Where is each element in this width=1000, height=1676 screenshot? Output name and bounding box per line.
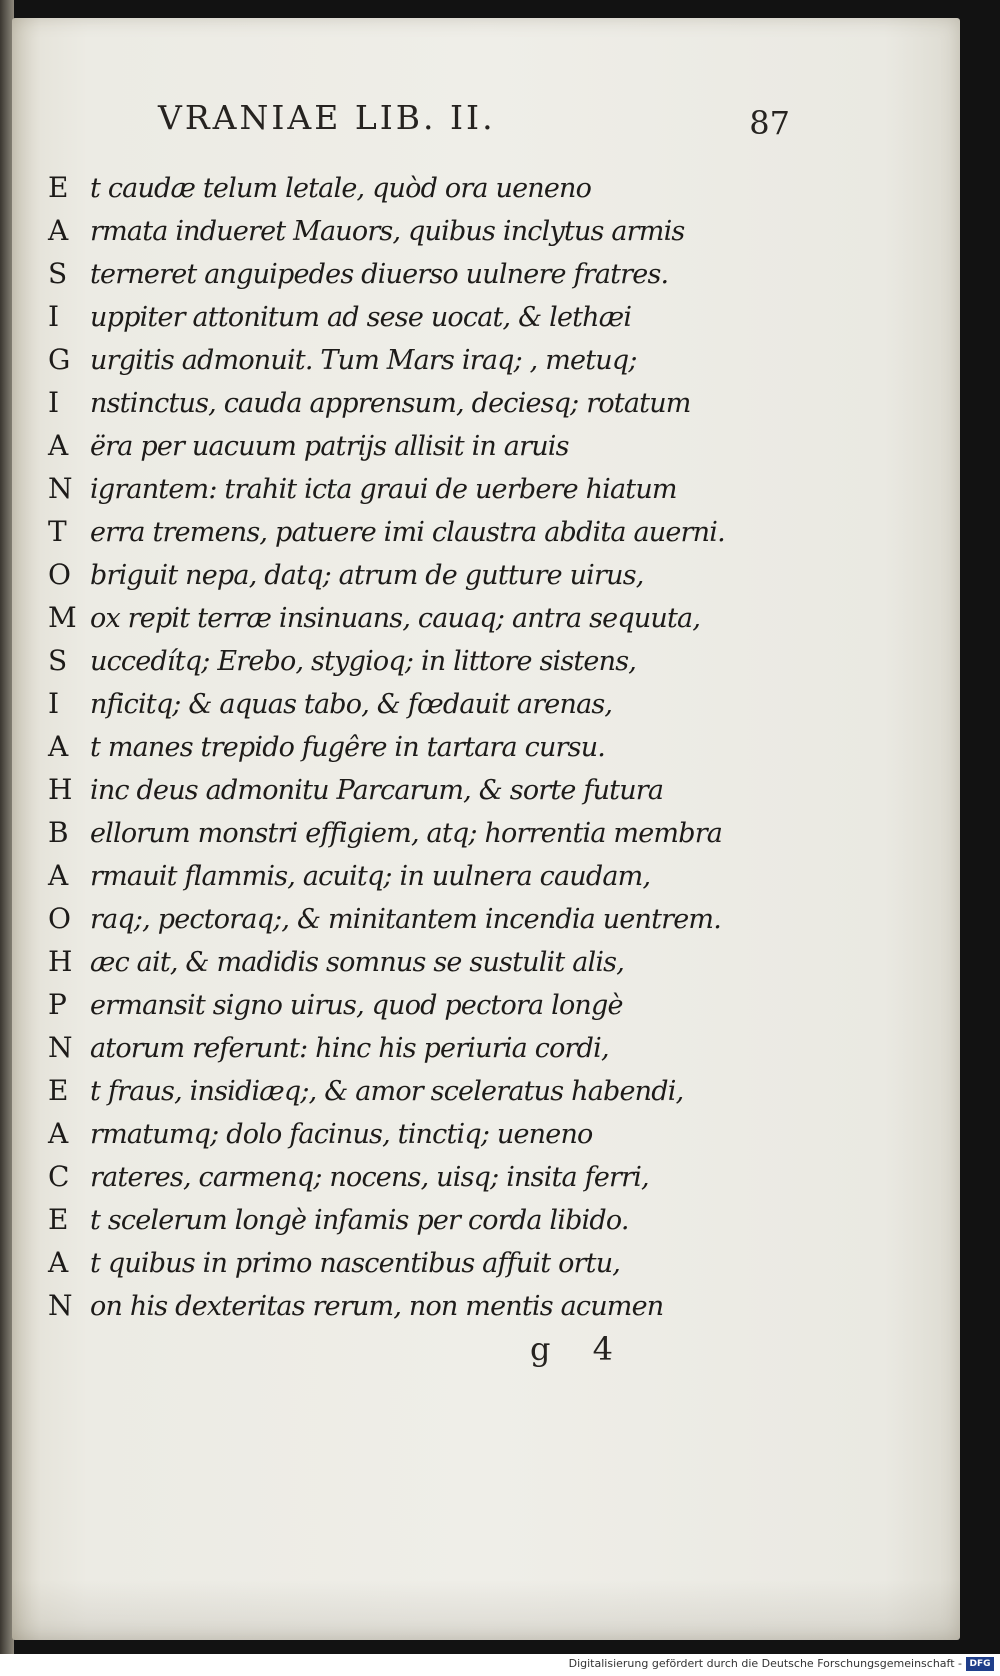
verse-text: ox repit terræ insinuans, cauaq; antra sequuta, [90, 603, 701, 634]
acrostic-initial: P [48, 988, 67, 1021]
verse-line [48, 1155, 725, 1198]
acrostic-initial: S [48, 644, 68, 677]
book-page [12, 18, 960, 1640]
acrostic-initial: O [48, 902, 71, 935]
verse-line [48, 639, 725, 682]
credit-bar [0, 1654, 1000, 1676]
verse-line [48, 553, 725, 596]
verse-text: t manes trepido fugêre in tartara cursu. [90, 732, 606, 763]
verse-text: igrantem: trahit icta graui de uerbere hiatum [90, 474, 677, 505]
acrostic-initial: N [48, 1289, 73, 1322]
verse-line [48, 854, 725, 897]
verse-line [48, 940, 725, 983]
verse-line [48, 252, 725, 295]
verse-line [48, 1069, 725, 1112]
verse-line [48, 811, 725, 854]
acrostic-initial: A [48, 730, 69, 763]
verse-text: erra tremens, patuere imi claustra abdita auerni. [90, 517, 725, 548]
verse-line [48, 596, 725, 639]
acrostic-initial: E [48, 1074, 69, 1107]
verse-line [48, 1026, 725, 1069]
acrostic-initial: N [48, 472, 73, 505]
signature-mark: g 4 [530, 1330, 630, 1368]
acrostic-initial: M [48, 601, 77, 634]
verse-line [48, 1284, 725, 1327]
acrostic-initial: S [48, 257, 68, 290]
verse-line [48, 1198, 725, 1241]
dfg-logo: DFG [966, 1657, 994, 1671]
acrostic-initial: C [48, 1160, 70, 1193]
verse-text: t scelerum longè infamis per corda libido. [90, 1205, 629, 1236]
acrostic-initial: A [48, 1246, 69, 1279]
acrostic-initial: O [48, 558, 71, 591]
funding-credit: Digitalisierung gefördert durch die Deutsche Forschungsgemeinschaft - [568, 1657, 962, 1670]
verse-text: rmauit flammis, acuitq; in uulnera caudam, [90, 861, 651, 892]
verse-line [48, 1241, 725, 1284]
verse-line [48, 510, 725, 553]
verse-line [48, 725, 725, 768]
acrostic-initial: I [48, 386, 60, 419]
verse-line [48, 209, 725, 252]
verse-line [48, 983, 725, 1026]
verse-text: on his dexteritas rerum, non mentis acumen [90, 1291, 664, 1322]
verse-text: urgitis admonuit. Tum Mars iraq; , metuq; [90, 345, 637, 376]
verse-text: uccedítq; Erebo, stygioq; in littore sistens, [90, 646, 637, 677]
acrostic-initial: T [48, 515, 67, 548]
acrostic-initial: B [48, 816, 69, 849]
acrostic-initial: I [48, 687, 60, 720]
acrostic-initial: I [48, 300, 60, 333]
acrostic-initial: G [48, 343, 71, 376]
verse-text: rateres, carmenq; nocens, uisq; insita ferri, [90, 1162, 649, 1193]
verse-line [48, 768, 725, 811]
acrostic-initial: E [48, 1203, 69, 1236]
verse-text: raq;, pectoraq;, & minitantem incendia uentrem. [90, 904, 722, 935]
page-number: 87 [749, 104, 790, 142]
verse-text: nstinctus, cauda apprensum, deciesq; rotatum [90, 388, 691, 419]
verse-text: briguit nepa, datq; atrum de gutture uirus, [90, 560, 644, 591]
verse-text: t caudæ telum letale, quòd ora ueneno [90, 173, 592, 204]
acrostic-initial: E [48, 171, 69, 204]
verse-text: t quibus in primo nascentibus affuit ortu, [90, 1248, 621, 1279]
poem-text [48, 166, 725, 1327]
verse-line [48, 467, 725, 510]
verse-line [48, 897, 725, 940]
verse-line [48, 682, 725, 725]
acrostic-initial: A [48, 1117, 69, 1150]
verse-text: ermansit signo uirus, quod pectora longè [90, 990, 623, 1021]
acrostic-initial: N [48, 1031, 73, 1064]
verse-text: inc deus admonitu Parcarum, & sorte futura [90, 775, 664, 806]
acrostic-initial: A [48, 429, 69, 462]
running-head: VRANIAE LIB. II. [158, 98, 496, 137]
verse-line [48, 1112, 725, 1155]
verse-text: rmata indueret Mauors, quibus inclytus armis [90, 216, 685, 247]
verse-line [48, 338, 725, 381]
verse-text: nficitq; & aquas tabo, & fœdauit arenas, [90, 689, 613, 720]
verse-line [48, 424, 725, 467]
acrostic-initial: A [48, 859, 69, 892]
verse-text: ëra per uacuum patrijs allisit in aruis [90, 431, 569, 462]
verse-text: æc ait, & madidis somnus se sustulit alis, [90, 947, 625, 978]
verse-text: rmatumq; dolo facinus, tinctiq; ueneno [90, 1119, 593, 1150]
verse-text: ellorum monstri effigiem, atq; horrentia membra [90, 818, 723, 849]
verse-line [48, 166, 725, 209]
verse-text: atorum referunt: hinc his periuria cordi, [90, 1033, 609, 1064]
acrostic-initial: A [48, 214, 69, 247]
page-shadow [12, 1580, 960, 1640]
acrostic-initial: H [48, 945, 73, 978]
verse-line [48, 295, 725, 338]
verse-text: t fraus, insidiæq;, & amor sceleratus habendi, [90, 1076, 684, 1107]
verse-line [48, 381, 725, 424]
acrostic-initial: H [48, 773, 73, 806]
verse-text: terneret anguipedes diuerso uulnere fratres. [90, 259, 669, 290]
verse-text: uppiter attonitum ad sese uocat, & lethæi [90, 302, 632, 333]
